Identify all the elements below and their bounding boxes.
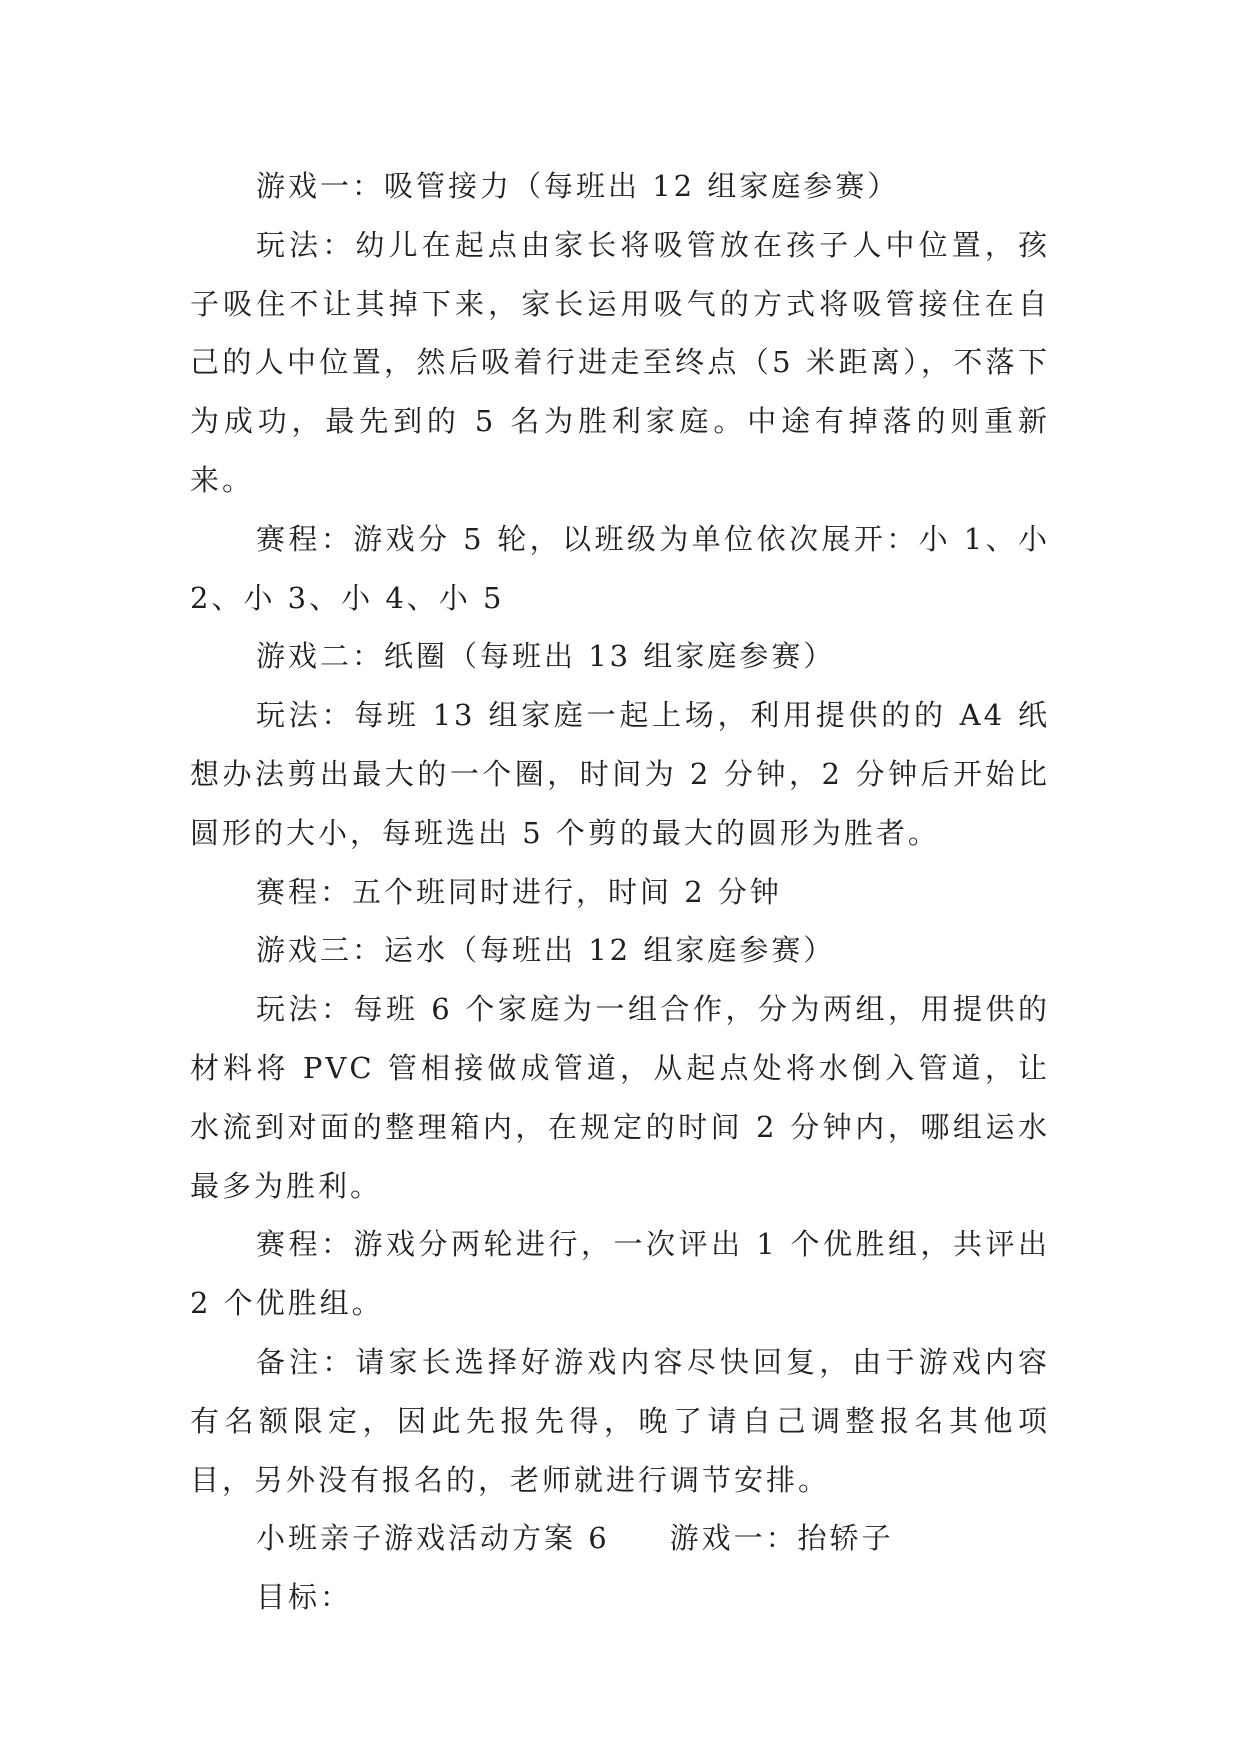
game-one-rules: 玩法：幼儿在起点由家长将吸管放在孩子人中位置，孩子吸住不让其掉下来，家长运用吸气的方式将吸管接住在自己的人中位置，然后吸着行进走至终点（5 米距离），不落下为成功，最先到的 5 名为胜利家庭。中途有掉落的则重新来。	[190, 227, 1050, 497]
goal-label: 目标：	[256, 1580, 353, 1615]
note-paragraph: 备注：请家长选择好游戏内容尽快回复，由于游戏内容有名额限定，因此先报先得，晚了请自己调整报名其他项目，另外没有报名的，老师就进行调节安排。	[190, 1344, 1050, 1497]
plan-title: 小班亲子游戏活动方案 6	[256, 1521, 610, 1556]
game-one-title: 游戏一：吸管接力（每班出 12 组家庭参赛）	[256, 169, 900, 203]
game-two-schedule: 赛程：五个班同时进行，时间 2 分钟	[256, 874, 782, 909]
game-two-title: 游戏二：纸圈（每班出 13 组家庭参赛）	[256, 639, 836, 674]
game-one-schedule: 赛程：游戏分 5 轮，以班级为单位依次展开：小 1、小 2、小 3、小 4、小 5	[190, 521, 1050, 615]
plan-heading-line	[190, 1509, 1050, 1568]
game-three-title: 游戏三：运水（每班出 12 组家庭参赛）	[256, 933, 836, 968]
game-two-rules: 玩法：每班 13 组家庭一起上场，利用提供的的 A4 纸想办法剪出最大的一个圈，时间为 2 分钟，2 分钟后开始比圆形的大小，每班选出 5 个剪的最大的圆形为胜者。	[190, 698, 1050, 850]
plan-game-title: 游戏一：抬轿子	[669, 1521, 894, 1556]
document-body	[190, 157, 1050, 1627]
game-three-rules: 玩法：每班 6 个家庭为一组合作，分为两组，用提供的材料将 PVC 管相接做成管道，从起点处将水倒入管道，让水流到对面的整理箱内，在规定的时间 2 分钟内，哪组运水最多为胜利。	[190, 992, 1050, 1203]
game-three-schedule: 赛程：游戏分两轮进行，一次评出 1 个优胜组，共评出 2 个优胜组。	[190, 1227, 1050, 1321]
